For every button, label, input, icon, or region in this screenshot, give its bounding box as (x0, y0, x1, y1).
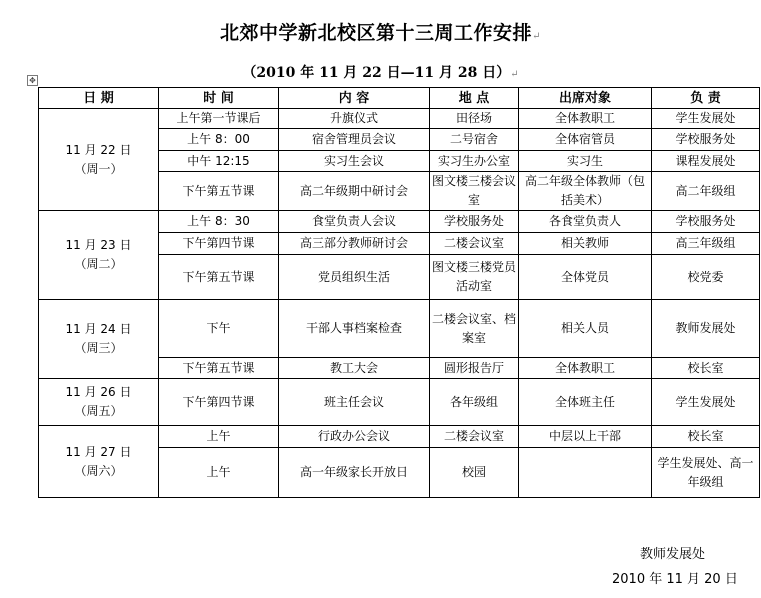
attendees-cell: 全体党员 (519, 255, 652, 300)
owner-cell: 学生发展处 (652, 379, 760, 426)
attendees-cell: 全体班主任 (519, 379, 652, 426)
page-title-text: 北郊中学新北校区第十三周工作安排 (220, 22, 533, 44)
content-cell: 教工大会 (279, 358, 430, 379)
page-subtitle (0, 62, 761, 82)
attendees-cell: 实习生 (519, 151, 652, 172)
weekday-text: （周三） (74, 341, 123, 355)
owner-cell: 教师发展处 (652, 300, 760, 358)
place-cell: 田径场 (430, 109, 519, 129)
time-cell: 下午第五节课 (159, 358, 279, 379)
content-cell: 食堂负责人会议 (279, 211, 430, 233)
table-move-handle-icon[interactable]: ✥ (27, 75, 38, 86)
owner-cell: 学校服务处 (652, 211, 760, 233)
attendees-cell: 相关人员 (519, 300, 652, 358)
content-cell: 宿舍管理员会议 (279, 129, 430, 151)
place-cell: 学校服务处 (430, 211, 519, 233)
attendees-cell: 中层以上干部 (519, 426, 652, 448)
content-cell: 班主任会议 (279, 379, 430, 426)
owner-cell: 学生发展处 (652, 109, 760, 129)
date-cell (39, 300, 159, 379)
content-cell: 实习生会议 (279, 151, 430, 172)
owner-cell: 校党委 (652, 255, 760, 300)
table-header-row (39, 88, 760, 109)
place-cell: 二号宿舍 (430, 129, 519, 151)
date-text: 11 月 27 日 (65, 444, 132, 459)
place-cell: 二楼会议室、档案室 (430, 300, 519, 358)
header-place: 地 点 (430, 88, 519, 109)
paragraph-mark-icon: ↵ (510, 69, 519, 80)
table-row (39, 300, 760, 358)
owner-cell: 校长室 (652, 426, 760, 448)
date-text: 11 月 23 日 (65, 238, 132, 252)
time-cell: 上午 (159, 426, 279, 448)
owner-cell: 高二年级组 (652, 172, 760, 211)
time-cell: 上午 8：00 (159, 129, 279, 151)
attendees-cell: 各食堂负责人 (519, 211, 652, 233)
place-cell: 实习生办公室 (430, 151, 519, 172)
header-date: 日 期 (39, 88, 159, 109)
content-cell: 高三部分教师研讨会 (279, 233, 430, 255)
attendees-cell: 相关教师 (519, 233, 652, 255)
table-row (39, 211, 760, 233)
header-attendees: 出席对象 (519, 88, 652, 109)
date-cell (39, 379, 159, 426)
page-subtitle-text: （2010 年 11 月 22 日—11 月 28 日） (242, 65, 511, 81)
attendees-cell: 全体宿管员 (519, 129, 652, 151)
table-row (39, 109, 760, 129)
date-cell (39, 109, 159, 211)
time-cell: 下午第五节课 (159, 172, 279, 211)
owner-cell: 学生发展处、高一年级组 (652, 448, 760, 498)
owner-cell: 课程发展处 (652, 151, 760, 172)
content-cell: 高二年级期中研讨会 (279, 172, 430, 211)
weekday-text: （周二） (74, 257, 123, 271)
date-text: 11 月 26 日 (65, 385, 132, 399)
content-cell: 行政办公会议 (279, 426, 430, 448)
weekday-text: （周五） (74, 404, 123, 418)
table-row (39, 379, 760, 426)
owner-cell: 学校服务处 (652, 129, 760, 151)
place-cell: 二楼会议室 (430, 426, 519, 448)
footer-org: 教师发展处 (640, 547, 706, 562)
date-cell (39, 426, 159, 498)
time-cell: 上午 8：30 (159, 211, 279, 233)
content-cell: 高一年级家长开放日 (279, 448, 430, 498)
content-cell: 党员组织生活 (279, 255, 430, 300)
content-cell: 升旗仪式 (279, 109, 430, 129)
date-text: 11 月 24 日 (65, 322, 132, 336)
weekday-text: （周一） (74, 161, 123, 176)
place-cell: 校园 (430, 448, 519, 498)
paragraph-mark-icon: ↵ (532, 31, 541, 42)
attendees-cell: 全体教职工 (519, 109, 652, 129)
table-row (39, 426, 760, 448)
schedule-table (38, 87, 760, 498)
place-cell: 图文楼三楼党员活动室 (430, 255, 519, 300)
place-cell: 图文楼三楼会议室 (430, 172, 519, 211)
place-cell: 各年级组 (430, 379, 519, 426)
header-time: 时 间 (159, 88, 279, 109)
attendees-cell (519, 448, 652, 498)
time-cell: 下午第四节课 (159, 379, 279, 426)
attendees-cell: 全体教职工 (519, 358, 652, 379)
time-cell: 下午第五节课 (159, 255, 279, 300)
attendees-cell: 高二年级全体教师（包括美术） (519, 172, 652, 211)
time-cell: 下午第四节课 (159, 233, 279, 255)
owner-cell: 高三年级组 (652, 233, 760, 255)
date-text: 11 月 22 日 (65, 142, 132, 157)
place-cell: 圆形报告厅 (430, 358, 519, 379)
page-title (0, 18, 761, 45)
weekday-text: （周六） (74, 463, 123, 478)
owner-cell: 校长室 (652, 358, 760, 379)
content-cell: 干部人事档案检查 (279, 300, 430, 358)
date-cell (39, 211, 159, 300)
place-cell: 二楼会议室 (430, 233, 519, 255)
time-cell: 上午 (159, 448, 279, 498)
header-owner: 负 责 (652, 88, 760, 109)
header-content: 内 容 (279, 88, 430, 109)
footer-date: 2010 年 11 月 20 日 (612, 572, 738, 587)
time-cell: 上午第一节课后 (159, 109, 279, 129)
time-cell: 下午 (159, 300, 279, 358)
time-cell: 中午 12:15 (159, 151, 279, 172)
